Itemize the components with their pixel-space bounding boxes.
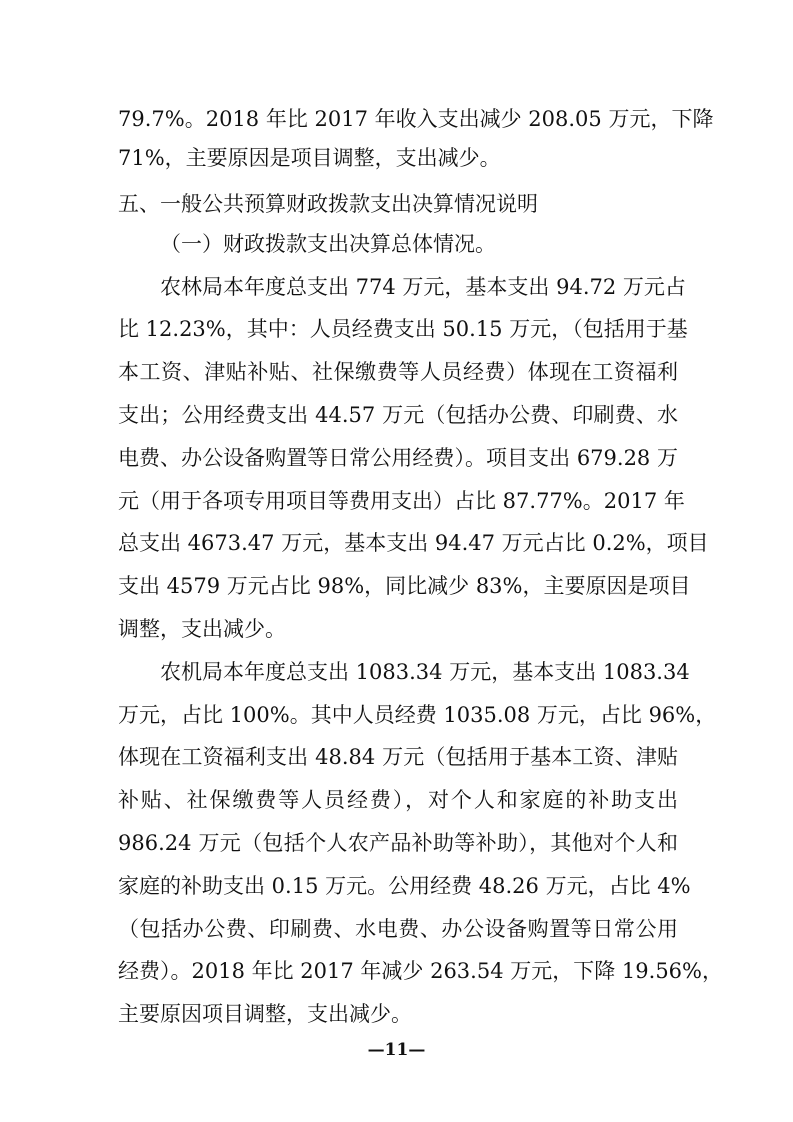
paragraph-2-line-7: （包括办公费、印刷费、水电费、办公设备购置等日常公用	[118, 917, 678, 941]
paragraph-1-line-8: 支出 4579 万元占比 98%，同比减少 83%，主要原因是项目	[118, 574, 691, 598]
paragraph-2-line-1: 农机局本年度总支出 1083.34 万元，基本支出 1083.34	[160, 660, 690, 684]
paragraph-1-line-4: 支出；公用经费支出 44.57 万元（包括办公费、印刷费、水	[118, 403, 678, 427]
paragraph-1-line-1: 农林局本年度总支出 774 万元，基本支出 94.72 万元占	[160, 275, 686, 299]
paragraph-1-line-6: 元（用于各项专用项目等费用支出）占比 87.77%。2017 年	[118, 489, 685, 513]
paragraph-2-line-6: 家庭的补助支出 0.15 万元。公用经费 48.26 万元，占比 4%	[118, 874, 691, 898]
paragraph-2-line-2: 万元，占比 100%。其中人员经费 1035.08 万元，占比 96%，	[118, 703, 717, 727]
paragraph-1-line-2: 比 12.23%，其中：人员经费支出 50.15 万元，（包括用于基	[118, 317, 688, 341]
page-number: —11—	[367, 1040, 426, 1060]
paragraph-1-line-9: 调整，支出减少。	[118, 617, 286, 641]
paragraph-1-line-5: 电费、办公设备购置等日常公用经费）。项目支出 679.28 万	[118, 446, 678, 470]
paragraph-2-line-4: 补贴、社保缴费等人员经费），对个人和家庭的补助支出	[118, 788, 678, 812]
paragraph-1-line-7: 总支出 4673.47 万元，基本支出 94.47 万元占比 0.2%，项目	[118, 531, 709, 555]
paragraph-2-line-8: 经费）。2018 年比 2017 年减少 263.54 万元，下降 19.56%，	[118, 959, 723, 983]
paragraph-1-line-3: 本工资、津贴补贴、社保缴费等人员经费）体现在工资福利	[118, 360, 678, 384]
paragraph-2-line-9: 主要原因项目调整，支出减少。	[118, 1002, 412, 1026]
text-line-2: 71%，主要原因是项目调整，支出减少。	[118, 146, 501, 170]
paragraph-2-line-3: 体现在工资福利支出 48.84 万元（包括用于基本工资、津贴	[118, 745, 678, 769]
subsection-heading: （一）财政拨款支出决算总体情况。	[160, 232, 496, 256]
text-line-1: 79.7%。2018 年比 2017 年收入支出减少 208.05 万元，下降	[118, 107, 714, 131]
paragraph-2-line-5: 986.24 万元（包括个人农产品补助等补助），其他对个人和	[118, 831, 678, 855]
section-heading: 五、一般公共预算财政拨款支出决算情况说明	[118, 192, 538, 216]
